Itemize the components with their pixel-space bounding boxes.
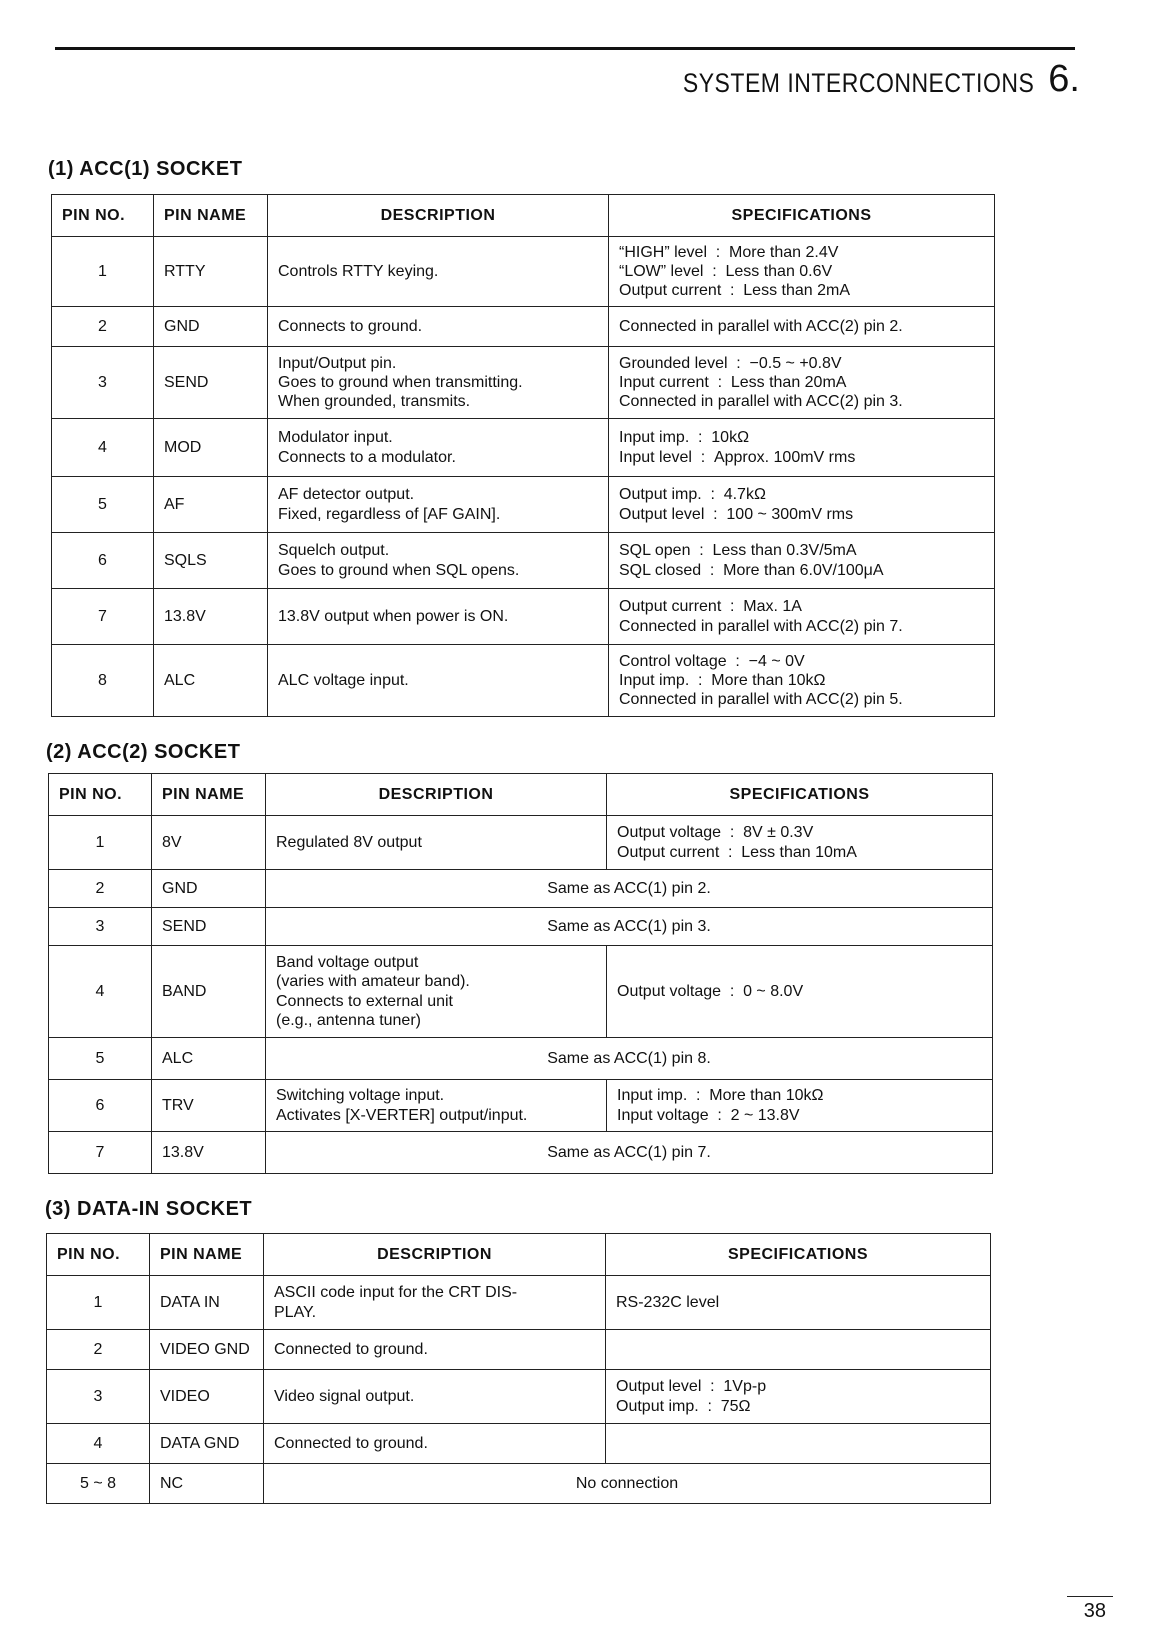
pin-description: Connects to ground. — [268, 307, 609, 347]
pin-number: 1 — [49, 816, 152, 870]
pin-specifications — [607, 946, 993, 1038]
pin-name: ALC — [154, 645, 268, 717]
pin-description: Band voltage output (varies with amateur band). Connects to external unit (e.g., antenna tuner) — [266, 946, 607, 1038]
spec-label: Input current — [619, 373, 709, 391]
spec-separator: : — [710, 1378, 715, 1396]
section-title-acc1: (1) ACC(1) SOCKET — [48, 158, 243, 180]
spec-value: More than 2.4V — [729, 243, 839, 261]
spec-line — [619, 373, 984, 392]
table-row — [52, 477, 995, 533]
pin-specifications — [606, 1330, 991, 1370]
spec-label: Output level — [619, 505, 705, 523]
spec-separator: : — [712, 262, 717, 280]
spec-label: SQL open — [619, 542, 691, 560]
spec-label: Output imp. — [619, 486, 702, 504]
pin-name: TRV — [152, 1080, 266, 1132]
spec-label: Output imp. — [616, 1397, 699, 1415]
spec-separator: : — [696, 1087, 701, 1105]
table-row — [49, 946, 993, 1038]
pin-description: Connected to ground. — [264, 1330, 606, 1370]
spec-value: 4.7kΩ — [723, 486, 766, 504]
pin-number: 5 — [52, 477, 154, 533]
pin-name: RTTY — [154, 237, 268, 307]
table-row — [52, 347, 995, 419]
spec-value: 0 ~ 8.0V — [743, 982, 804, 1000]
pin-number: 1 — [52, 237, 154, 307]
pin-description: 13.8V output when power is ON. — [268, 589, 609, 645]
pin-specifications — [609, 645, 995, 717]
pin-description: Controls RTTY keying. — [268, 237, 609, 307]
col-description: DESCRIPTION — [268, 195, 609, 237]
pin-name: 8V — [152, 816, 266, 870]
spec-line — [617, 1086, 982, 1105]
spec-value: Approx. 100mV rms — [713, 448, 856, 466]
pin-number: 2 — [47, 1330, 150, 1370]
top-rule — [55, 47, 1075, 50]
spec-value: −0.5 ~ +0.8V — [749, 354, 842, 372]
spec-separator: : — [717, 373, 723, 391]
table-row — [47, 1464, 991, 1504]
page-number: 38 — [1083, 1600, 1106, 1622]
same-as-note: Same as ACC(1) pin 7. — [266, 1132, 993, 1174]
spec-separator: : — [713, 505, 718, 523]
spec-value: Less than 0.3V/5mA — [712, 542, 857, 560]
col-pin-name: PIN NAME — [152, 774, 266, 816]
pin-name: BAND — [152, 946, 266, 1038]
col-pin-name: PIN NAME — [150, 1234, 264, 1276]
col-specifications: SPECIFICATIONS — [607, 774, 993, 816]
pin-specifications — [606, 1370, 991, 1424]
spec-line — [619, 243, 984, 262]
spec-label: Grounded level — [619, 354, 728, 372]
spec-separator: : — [729, 824, 735, 842]
pin-name: NC — [150, 1464, 264, 1504]
table-row — [52, 237, 995, 307]
spec-label: “LOW” level — [619, 262, 704, 280]
spec-separator: : — [699, 542, 704, 560]
table-row — [49, 1132, 993, 1174]
spec-value: 1Vp-p — [723, 1378, 767, 1396]
spec-line — [616, 1377, 980, 1396]
spec-value: Less than 2mA — [743, 282, 851, 300]
pin-specifications — [609, 307, 995, 347]
spec-value: More than 10kΩ — [709, 1087, 824, 1105]
spec-separator: : — [698, 429, 703, 447]
pin-number: 7 — [52, 589, 154, 645]
spec-line — [619, 262, 984, 281]
pin-name: AF — [154, 477, 268, 533]
spec-separator: : — [735, 652, 740, 670]
col-pin-no: PIN NO. — [52, 195, 154, 237]
pin-name: DATA IN — [150, 1276, 264, 1330]
pin-description: Squelch output. Goes to ground when SQL opens. — [268, 533, 609, 589]
page-header — [683, 58, 1080, 101]
same-as-note: Same as ACC(1) pin 3. — [266, 908, 993, 946]
pin-number: 5 — [49, 1038, 152, 1080]
spec-value: Less than 10mA — [741, 843, 857, 861]
col-pin-no: PIN NO. — [47, 1234, 150, 1276]
pin-description: AF detector output. Fixed, regardless of [AF GAIN]. — [268, 477, 609, 533]
pin-specifications — [607, 1080, 993, 1132]
pin-number: 3 — [47, 1370, 150, 1424]
pin-name: DATA GND — [150, 1424, 264, 1464]
spec-line — [619, 505, 984, 524]
pin-name: MOD — [154, 419, 268, 477]
pin-name: SEND — [152, 908, 266, 946]
spec-label: Input imp. — [617, 1087, 688, 1105]
pin-description: Connected to ground. — [264, 1424, 606, 1464]
spec-label: Output current — [619, 598, 722, 616]
acc2-table — [48, 773, 993, 1174]
pin-description: Modulator input. Connects to a modulator. — [268, 419, 609, 477]
datain-table — [46, 1233, 991, 1504]
spec-separator: : — [730, 598, 735, 616]
spec-line — [617, 1106, 982, 1125]
pin-specifications — [606, 1424, 991, 1464]
spec-value: More than 10kΩ — [711, 671, 826, 689]
pin-number: 2 — [52, 307, 154, 347]
pin-description: Input/Output pin. Goes to ground when transmitting. When grounded, transmits. — [268, 347, 609, 419]
spec-separator: : — [730, 282, 735, 300]
col-pin-name: PIN NAME — [154, 195, 268, 237]
same-as-note: Same as ACC(1) pin 2. — [266, 870, 993, 908]
table-row — [49, 1080, 993, 1132]
pin-number: 6 — [52, 533, 154, 589]
spec-label: Output level — [616, 1378, 702, 1396]
spec-line — [617, 823, 982, 842]
spec-line — [619, 428, 984, 447]
pin-number: 1 — [47, 1276, 150, 1330]
same-as-note: Same as ACC(1) pin 8. — [266, 1038, 993, 1080]
pin-specifications — [609, 589, 995, 645]
spec-separator: : — [709, 561, 715, 579]
pin-specifications — [607, 816, 993, 870]
pin-specifications — [609, 237, 995, 307]
spec-label: Output voltage — [617, 824, 722, 842]
pin-specifications — [609, 533, 995, 589]
pin-description: ALC voltage input. — [268, 645, 609, 717]
spec-line — [619, 354, 984, 373]
spec-line — [617, 843, 982, 862]
spec-line — [616, 1397, 980, 1416]
table-row — [47, 1330, 991, 1370]
spec-line — [619, 541, 984, 560]
spec-value: 8V ± 0.3V — [743, 824, 814, 842]
spec-label: “HIGH” level — [619, 243, 708, 261]
spec-value: 75Ω — [720, 1397, 751, 1415]
spec-separator: : — [715, 243, 721, 261]
pin-name: VIDEO GND — [150, 1330, 264, 1370]
spec-line: Connected in parallel with ACC(2) pin 2. — [619, 317, 903, 335]
pin-specifications — [609, 347, 995, 419]
spec-line: Connected in parallel with ACC(2) pin 5. — [619, 691, 903, 709]
spec-label: Output current — [617, 843, 720, 861]
acc1-table — [51, 194, 995, 717]
pin-description: ASCII code input for the CRT DIS- PLAY. — [264, 1276, 606, 1330]
same-as-note: No connection — [264, 1464, 991, 1504]
table-row — [49, 908, 993, 946]
pin-name: GND — [152, 870, 266, 908]
col-description: DESCRIPTION — [264, 1234, 606, 1276]
col-specifications: SPECIFICATIONS — [609, 195, 995, 237]
spec-separator: : — [707, 1397, 712, 1415]
pin-description: Video signal output. — [264, 1370, 606, 1424]
pin-specifications — [609, 419, 995, 477]
table-row — [52, 307, 995, 347]
pin-number: 4 — [49, 946, 152, 1038]
spec-value: 10kΩ — [711, 429, 750, 447]
spec-label: SQL closed — [619, 561, 702, 579]
spec-separator: : — [698, 671, 703, 689]
spec-separator: : — [729, 982, 735, 1000]
table-row — [47, 1424, 991, 1464]
pin-number: 2 — [49, 870, 152, 908]
chapter-title: SYSTEM INTERCONNECTIONS — [682, 67, 1035, 98]
pin-number: 6 — [49, 1080, 152, 1132]
table-row — [52, 645, 995, 717]
spec-value: 2 ~ 13.8V — [730, 1106, 800, 1124]
spec-value: More than 6.0V/100μA — [723, 561, 884, 579]
spec-line: Connected in parallel with ACC(2) pin 3. — [619, 393, 903, 411]
pin-number: 5 ~ 8 — [47, 1464, 150, 1504]
spec-label: Input imp. — [619, 671, 690, 689]
spec-separator: : — [736, 354, 741, 372]
pin-description: Regulated 8V output — [266, 816, 607, 870]
table-row — [49, 816, 993, 870]
spec-line — [619, 671, 984, 690]
spec-separator: : — [728, 843, 733, 861]
pin-name: 13.8V — [154, 589, 268, 645]
spec-line — [619, 561, 984, 580]
section-title-datain: (3) DATA-IN SOCKET — [45, 1198, 253, 1220]
pin-name: SEND — [154, 347, 268, 419]
spec-value: 100 ~ 300mV rms — [726, 505, 854, 523]
col-pin-no: PIN NO. — [49, 774, 152, 816]
spec-label: Output voltage — [617, 982, 722, 1000]
spec-label: Output current — [619, 282, 722, 300]
pin-name: 13.8V — [152, 1132, 266, 1174]
spec-line — [619, 281, 984, 300]
spec-line: RS-232C level — [616, 1293, 720, 1311]
spec-value: Less than 20mA — [730, 373, 847, 391]
pin-name: SQLS — [154, 533, 268, 589]
pin-name: ALC — [152, 1038, 266, 1080]
spec-separator: : — [717, 1106, 722, 1124]
pin-number: 8 — [52, 645, 154, 717]
pin-number: 3 — [49, 908, 152, 946]
spec-value: −4 ~ 0V — [748, 652, 805, 670]
table-row — [47, 1370, 991, 1424]
spec-line: Connected in parallel with ACC(2) pin 7. — [619, 617, 903, 635]
spec-line — [617, 982, 982, 1001]
pin-specifications — [606, 1276, 991, 1330]
table-row — [49, 870, 993, 908]
pin-number: 4 — [52, 419, 154, 477]
pin-name: VIDEO — [150, 1370, 264, 1424]
chapter-number: 6. — [1048, 58, 1080, 100]
spec-line — [619, 652, 984, 671]
spec-separator: : — [710, 486, 715, 504]
section-title-acc2: (2) ACC(2) SOCKET — [46, 741, 241, 763]
col-description: DESCRIPTION — [266, 774, 607, 816]
spec-label: Input voltage — [617, 1106, 709, 1124]
spec-label: Control voltage — [619, 652, 727, 670]
col-specifications: SPECIFICATIONS — [606, 1234, 991, 1276]
table-row — [49, 1038, 993, 1080]
table-row — [52, 419, 995, 477]
table-row — [52, 533, 995, 589]
spec-label: Input level — [619, 448, 692, 466]
table-row — [47, 1276, 991, 1330]
spec-value: Max. 1A — [743, 598, 802, 616]
pin-description: Switching voltage input. Activates [X-VERTER] output/input. — [266, 1080, 607, 1132]
table-row — [52, 589, 995, 645]
pin-name: GND — [154, 307, 268, 347]
spec-separator: : — [700, 448, 706, 466]
pin-number: 3 — [52, 347, 154, 419]
spec-line — [619, 448, 984, 467]
spec-line — [619, 485, 984, 504]
pin-number: 7 — [49, 1132, 152, 1174]
pin-number: 4 — [47, 1424, 150, 1464]
pin-specifications — [609, 477, 995, 533]
page-rule — [1067, 1596, 1113, 1597]
spec-label: Input imp. — [619, 429, 690, 447]
spec-line — [619, 597, 984, 616]
spec-value: Less than 0.6V — [725, 262, 833, 280]
